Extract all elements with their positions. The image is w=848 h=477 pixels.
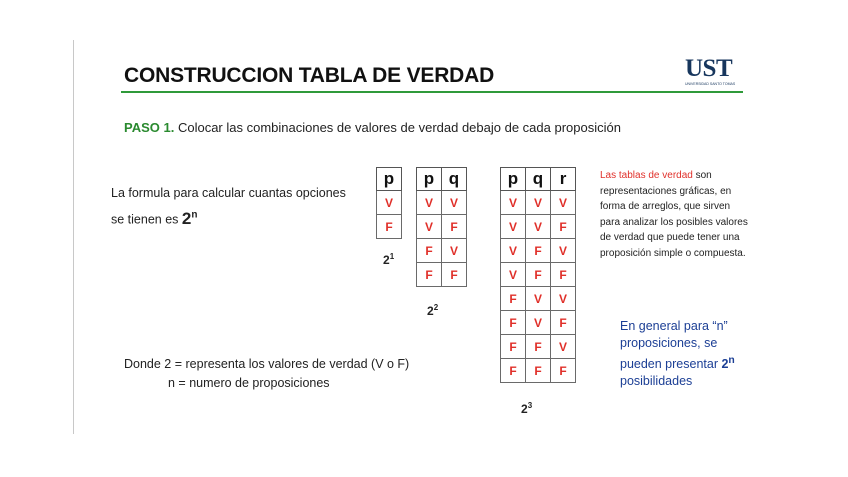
truth-value-cell: F bbox=[501, 335, 526, 359]
table-row bbox=[501, 239, 576, 263]
truth-value-cell: F bbox=[551, 359, 576, 383]
truth-value-cell: F bbox=[551, 311, 576, 335]
truth-value-cell: V bbox=[442, 239, 467, 263]
truth-value-cell: F bbox=[442, 215, 467, 239]
table-row bbox=[501, 287, 576, 311]
table-header-p: p bbox=[501, 168, 526, 191]
truth-value-cell: F bbox=[417, 263, 442, 287]
step-text: Colocar las combinaciones de valores de verdad debajo de cada proposición bbox=[174, 120, 621, 135]
truth-table-2 bbox=[416, 167, 467, 287]
left-divider bbox=[73, 40, 74, 434]
table-row bbox=[501, 263, 576, 287]
table-row bbox=[501, 215, 576, 239]
table-row bbox=[417, 215, 467, 239]
general-pow-base: 2 bbox=[721, 357, 729, 372]
description-rest: son representaciones gráficas, en forma de arreglos, que sirven para analizar los posibles valores de verdad que puede tener una proposición simple o compuesta. bbox=[600, 170, 748, 259]
truth-table-1 bbox=[376, 167, 402, 239]
formula-line1: La formula para calcular cuantas opciones bbox=[111, 186, 346, 200]
table-row bbox=[377, 215, 402, 239]
table-row bbox=[501, 359, 576, 383]
table-power-label: $2^2$ bbox=[427, 303, 439, 318]
formula-power bbox=[182, 209, 198, 228]
truth-table-3 bbox=[500, 167, 576, 383]
truth-value-cell: V bbox=[551, 335, 576, 359]
table-row bbox=[501, 335, 576, 359]
truth-value-cell: F bbox=[551, 215, 576, 239]
truth-value-cell: V bbox=[417, 191, 442, 215]
truth-value-cell: F bbox=[526, 263, 551, 287]
table-power-label: $2^3$ bbox=[521, 401, 533, 416]
formula-exponent: n bbox=[191, 209, 198, 220]
truth-value-cell: F bbox=[551, 263, 576, 287]
truth-value-cell: V bbox=[526, 311, 551, 335]
formula-base: 2 bbox=[181, 208, 192, 228]
definition-text bbox=[124, 355, 409, 393]
formula-text bbox=[111, 183, 371, 231]
ust-logo bbox=[685, 56, 743, 92]
description-text bbox=[600, 168, 750, 262]
truth-value-cell: F bbox=[377, 215, 402, 239]
general-note-text: En general para “n” proposiciones, se pueden presentar bbox=[620, 319, 728, 372]
general-pow-exp: n bbox=[728, 355, 735, 366]
table-header-r: r bbox=[551, 168, 576, 191]
definition-line2: n = numero de proposiciones bbox=[168, 376, 330, 390]
truth-value-cell: F bbox=[526, 359, 551, 383]
truth-value-cell: V bbox=[526, 215, 551, 239]
table-header-q: q bbox=[526, 168, 551, 191]
truth-value-cell: V bbox=[501, 239, 526, 263]
general-note-end: posibilidades bbox=[620, 374, 693, 389]
logo-text: UST bbox=[685, 55, 733, 82]
truth-value-cell: F bbox=[526, 335, 551, 359]
table-header-p: p bbox=[377, 168, 402, 191]
table-row bbox=[417, 239, 467, 263]
truth-value-cell: V bbox=[551, 191, 576, 215]
table-power-label: $2^1$ bbox=[383, 252, 395, 267]
description-highlight: Las tablas de verdad bbox=[600, 170, 693, 181]
truth-value-cell: V bbox=[501, 215, 526, 239]
truth-value-cell: F bbox=[501, 311, 526, 335]
table-row bbox=[417, 263, 467, 287]
truth-value-cell: F bbox=[526, 239, 551, 263]
truth-value-cell: F bbox=[417, 239, 442, 263]
truth-value-cell: V bbox=[526, 287, 551, 311]
step-instruction bbox=[124, 120, 621, 135]
table-row bbox=[501, 191, 576, 215]
truth-value-cell: V bbox=[417, 215, 442, 239]
formula-line2 bbox=[111, 204, 371, 231]
table-header-q: q bbox=[442, 168, 467, 191]
truth-value-cell: F bbox=[501, 287, 526, 311]
table-row bbox=[417, 191, 467, 215]
definition-line1: Donde 2 = representa los valores de verdad (V o F) bbox=[124, 357, 410, 371]
truth-value-cell: V bbox=[442, 191, 467, 215]
logo-subtext: UNIVERSIDAD SANTO TOMAS bbox=[685, 82, 736, 86]
truth-value-cell: V bbox=[501, 191, 526, 215]
truth-value-cell: V bbox=[551, 287, 576, 311]
truth-value-cell: V bbox=[501, 263, 526, 287]
truth-value-cell: V bbox=[377, 191, 402, 215]
general-note bbox=[620, 318, 750, 390]
table-row bbox=[377, 191, 402, 215]
truth-value-cell: V bbox=[526, 191, 551, 215]
slide-title: CONSTRUCCION TABLA DE VERDAD bbox=[124, 64, 495, 87]
title-underline bbox=[121, 91, 743, 93]
general-note-power bbox=[721, 357, 734, 371]
formula-line2-text: se tienen es bbox=[111, 212, 182, 227]
table-row bbox=[501, 311, 576, 335]
truth-value-cell: F bbox=[501, 359, 526, 383]
truth-value-cell: V bbox=[551, 239, 576, 263]
truth-value-cell: F bbox=[442, 263, 467, 287]
table-header-p: p bbox=[417, 168, 442, 191]
step-label: PASO 1. bbox=[124, 120, 175, 135]
